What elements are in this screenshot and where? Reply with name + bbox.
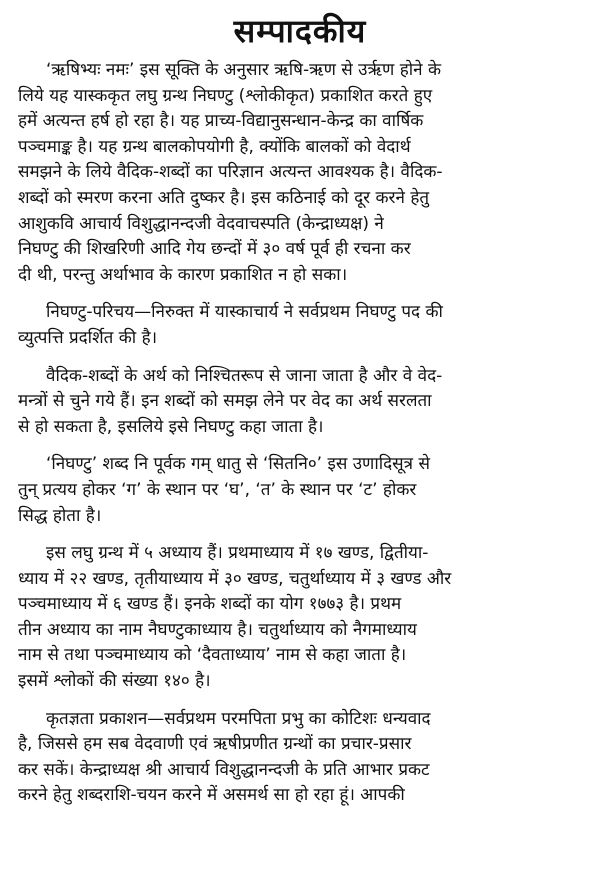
text-line: समझने के लिये वैदिक-शब्दों का परिज्ञान अत्यन्त आवश्यक है। वैदिक-	[18, 162, 443, 183]
text-line: से हो सकता है, इसलिये इसे निघण्टु कहा जाता है।	[18, 416, 324, 437]
text-line: ‘निघण्टु’ शब्द नि पूर्वक गम् धातु से ‘सितनि०’ इस उणादिसूत्र से	[46, 454, 430, 475]
text-line: ध्याय में २२ खण्ड, तृतीयाध्याय में ३० खण्ड, चतुर्थाध्याय में ३ खण्ड और	[18, 568, 452, 589]
text-line: वैदिक-शब्दों के अर्थ को निश्चितरूप से जाना जाता है और वे वेद-	[46, 365, 443, 386]
text-line: कर सकें। केन्द्राध्यक्ष श्री आचार्य विशुद्धानन्दजी के प्रति आभार प्रकट	[18, 759, 430, 780]
paragraph-vaidik-shabd	[18, 364, 582, 441]
text-line: मन्त्रों से चुने गये हैं। इन शब्दों को समझ लेने पर वेद का अर्थ सरलता	[18, 391, 432, 412]
text-line: पञ्चमाध्याय में ६ खण्ड हैं। इनके शब्दों का योग १७७३ है। प्रथम	[18, 594, 402, 615]
page-title: सम्पादकीय	[233, 12, 367, 50]
text-line: कृतज्ञता प्रकाशन—सर्वप्रथम परमपिता प्रभु का कोटिशः धन्यवाद	[46, 708, 431, 729]
text-line: निघण्टु की शिखरिणी आदि गेय छन्दों में ३० वर्ष पूर्व ही रचना कर	[18, 239, 411, 260]
text-line: आशुकवि आचार्य विशुद्धानन्दजी वेदवाचस्पति (केन्द्राध्यक्ष) ने	[18, 213, 384, 234]
paragraph-kritagyata	[18, 707, 582, 809]
text-line: इसमें श्लोकों की संख्या १४० है।	[18, 671, 211, 692]
text-line: व्युत्पत्ति प्रदर्शित की है।	[18, 327, 158, 348]
text-line: दी थी, परन्तु अर्थाभाव के कारण प्रकाशित न हो सका।	[18, 264, 348, 285]
text-line: ‘ऋषिभ्यः नमः’ इस सूक्ति के अनुसार ऋषि-ऋण से उर्ऋण होने के	[46, 60, 442, 80]
text-line: तुन् प्रत्यय होकर ‘ग’ के स्थान पर ‘घ’, ‘त’ के स्थान पर ‘ट’ होकर	[18, 479, 417, 500]
text-line: शब्दों को स्मरण करना अति दुष्कर है। इस कठिनाई को दूर करने हेतु	[18, 187, 430, 208]
text-line: हमें अत्यन्त हर्ष हो रहा है। यह प्राच्य-विद्यानुसन्धान-केन्द्र का वार्षिक	[18, 111, 424, 132]
text-line: नाम से तथा पञ्चमाध्याय को ‘दैवताध्याय’ नाम से कहा जाता है।	[18, 645, 407, 666]
text-line: पञ्चमाङ्क है। यह ग्रन्थ बालकोपयोगी है, क्योंकि बालकों को वेदार्थ	[18, 136, 411, 157]
text-line: करने हेतु शब्दराशि-चयन करने में असमर्थ सा हो रहा हूं। आपकी	[18, 785, 405, 806]
text-line: है, जिससे हम सब वेदवाणी एवं ऋषीप्रणीत ग्रन्थों का प्रचार-प्रसार	[18, 734, 412, 755]
text-line: इस लघु ग्रन्थ में ५ अध्याय हैं। प्रथमाध्याय में १७ खण्ड, द्वितीया-	[46, 543, 429, 564]
paragraph-nighantu-shabd	[18, 452, 582, 529]
paragraph-nighantu-parichay	[18, 300, 582, 351]
paragraph-intro	[18, 58, 582, 288]
text-line: निघण्टु-परिचय—निरुक्त में यास्काचार्य ने सर्वप्रथम निघण्टु पद की	[46, 302, 443, 323]
text-line: सिद्ध होता है।	[18, 505, 102, 526]
text-line: तीन अध्याय का नाम नैघण्टुकाध्याय है। चतुर्थाध्याय को नैगमाध्याय	[18, 619, 417, 640]
text-line: लिये यह यास्ककृत लघु ग्रन्थ निघण्टु (श्लोकीकृत) प्रकाशित करते हुए	[18, 85, 433, 106]
paragraph-adhyay	[18, 541, 582, 695]
